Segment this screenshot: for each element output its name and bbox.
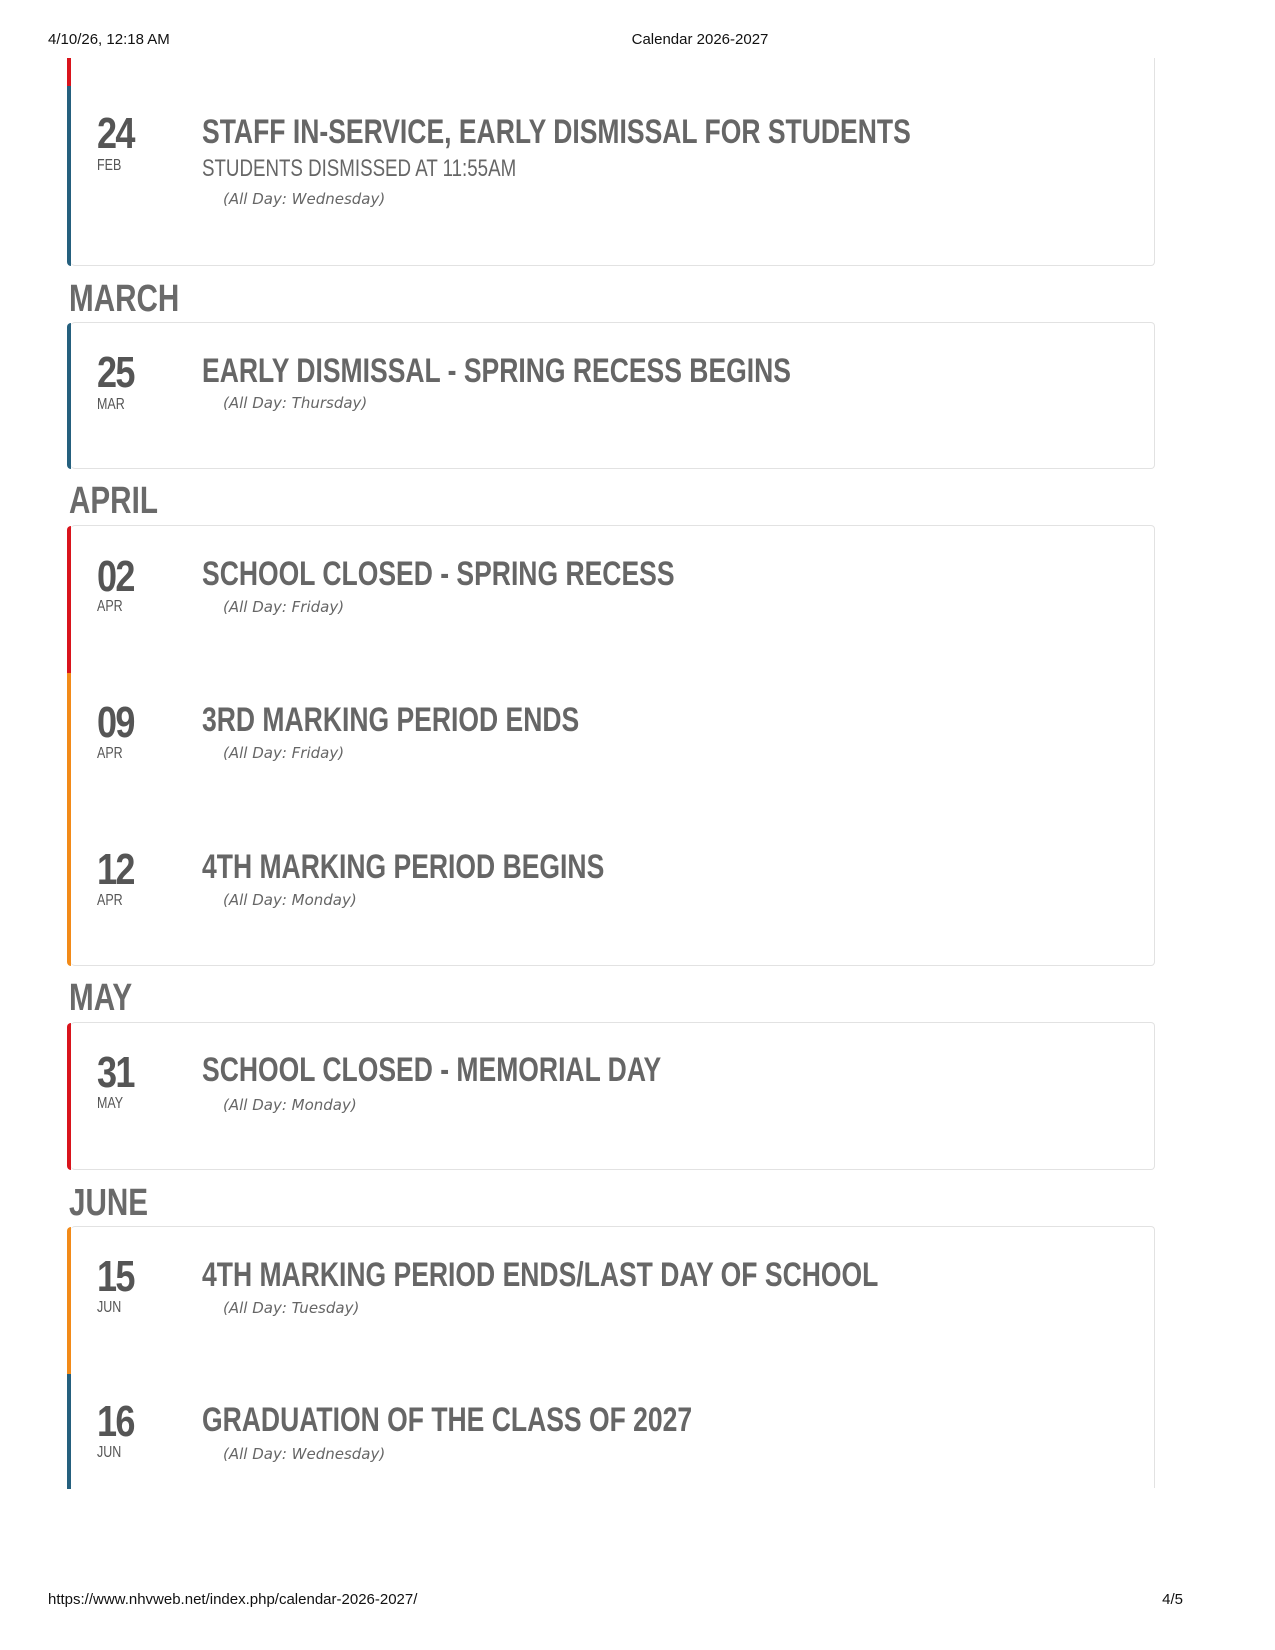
print-footer xyxy=(0,1591,1275,1611)
event-month: APR xyxy=(97,598,123,615)
event-month: JUN xyxy=(97,1299,122,1316)
event-title[interactable]: 3RD MARKING PERIOD ENDS xyxy=(202,701,580,739)
event-item[interactable] xyxy=(71,323,1154,469)
event-month: JUN xyxy=(97,1444,122,1461)
category-accent-blue xyxy=(67,323,71,469)
event-subtitle: STUDENTS DISMISSED AT 11:55AM xyxy=(202,155,517,182)
category-accent-blue xyxy=(67,86,71,266)
print-page-number: 4/5 xyxy=(1162,1591,1183,1608)
event-time: (All Day: Friday) xyxy=(223,744,345,762)
event-month: APR xyxy=(97,892,123,909)
event-day: 02 xyxy=(97,552,134,601)
category-accent-red xyxy=(67,526,71,673)
event-day: 16 xyxy=(97,1397,134,1446)
event-card-june xyxy=(71,1226,1155,1488)
category-accent-blue xyxy=(67,1374,71,1489)
event-day: 12 xyxy=(97,845,134,894)
event-day: 25 xyxy=(97,348,134,397)
event-card-february xyxy=(71,58,1155,266)
event-month: FEB xyxy=(97,157,122,174)
month-heading-march: MARCH xyxy=(69,278,180,320)
event-day: 09 xyxy=(97,698,134,747)
event-item[interactable] xyxy=(71,86,1154,266)
event-day: 15 xyxy=(97,1252,134,1301)
event-title[interactable]: SCHOOL CLOSED - SPRING RECESS xyxy=(202,555,675,593)
event-card-march xyxy=(71,322,1155,469)
month-heading-may: MAY xyxy=(69,977,133,1019)
event-item[interactable] xyxy=(71,820,1154,966)
event-time: (All Day: Friday) xyxy=(223,598,345,616)
event-item[interactable] xyxy=(71,1023,1154,1170)
event-day: 31 xyxy=(97,1048,134,1097)
category-accent-red xyxy=(67,1023,71,1170)
print-page-title: Calendar 2026-2027 xyxy=(631,31,769,48)
event-time: (All Day: Wednesday) xyxy=(223,190,386,208)
category-accent-red xyxy=(67,58,71,86)
event-item[interactable] xyxy=(71,526,1154,673)
event-time: (All Day: Wednesday) xyxy=(223,1445,386,1463)
month-heading-april: APRIL xyxy=(69,480,158,522)
month-heading-june: JUNE xyxy=(69,1182,149,1224)
event-item[interactable] xyxy=(71,1227,1154,1374)
event-day: 24 xyxy=(97,109,134,158)
event-time: (All Day: Monday) xyxy=(223,891,357,909)
event-month: MAR xyxy=(97,396,125,413)
event-title[interactable]: 4TH MARKING PERIOD ENDS/LAST DAY OF SCHOOL xyxy=(202,1256,879,1294)
event-time: (All Day: Monday) xyxy=(223,1096,357,1114)
print-url: https://www.nhvweb.net/index.php/calendar-2026-2027/ xyxy=(48,1591,418,1608)
event-title[interactable]: STAFF IN-SERVICE, EARLY DISMISSAL FOR STUDENTS xyxy=(202,113,911,151)
event-title[interactable]: SCHOOL CLOSED - MEMORIAL DAY xyxy=(202,1051,662,1089)
event-title[interactable]: 4TH MARKING PERIOD BEGINS xyxy=(202,848,605,886)
category-accent-orange xyxy=(67,1227,71,1374)
event-item[interactable] xyxy=(71,673,1154,820)
event-card-may xyxy=(71,1022,1155,1170)
event-card-april xyxy=(71,525,1155,966)
event-tail-previous xyxy=(71,58,1154,86)
category-accent-orange xyxy=(67,673,71,820)
event-time: (All Day: Thursday) xyxy=(223,394,368,412)
event-month: MAY xyxy=(97,1095,124,1112)
event-time: (All Day: Tuesday) xyxy=(223,1299,360,1317)
event-month: APR xyxy=(97,745,123,762)
print-datetime: 4/10/26, 12:18 AM xyxy=(48,31,170,48)
event-title[interactable]: EARLY DISMISSAL - SPRING RECESS BEGINS xyxy=(202,352,791,390)
event-title[interactable]: GRADUATION OF THE CLASS OF 2027 xyxy=(202,1401,693,1439)
category-accent-orange xyxy=(67,820,71,966)
event-item[interactable] xyxy=(71,1374,1154,1489)
